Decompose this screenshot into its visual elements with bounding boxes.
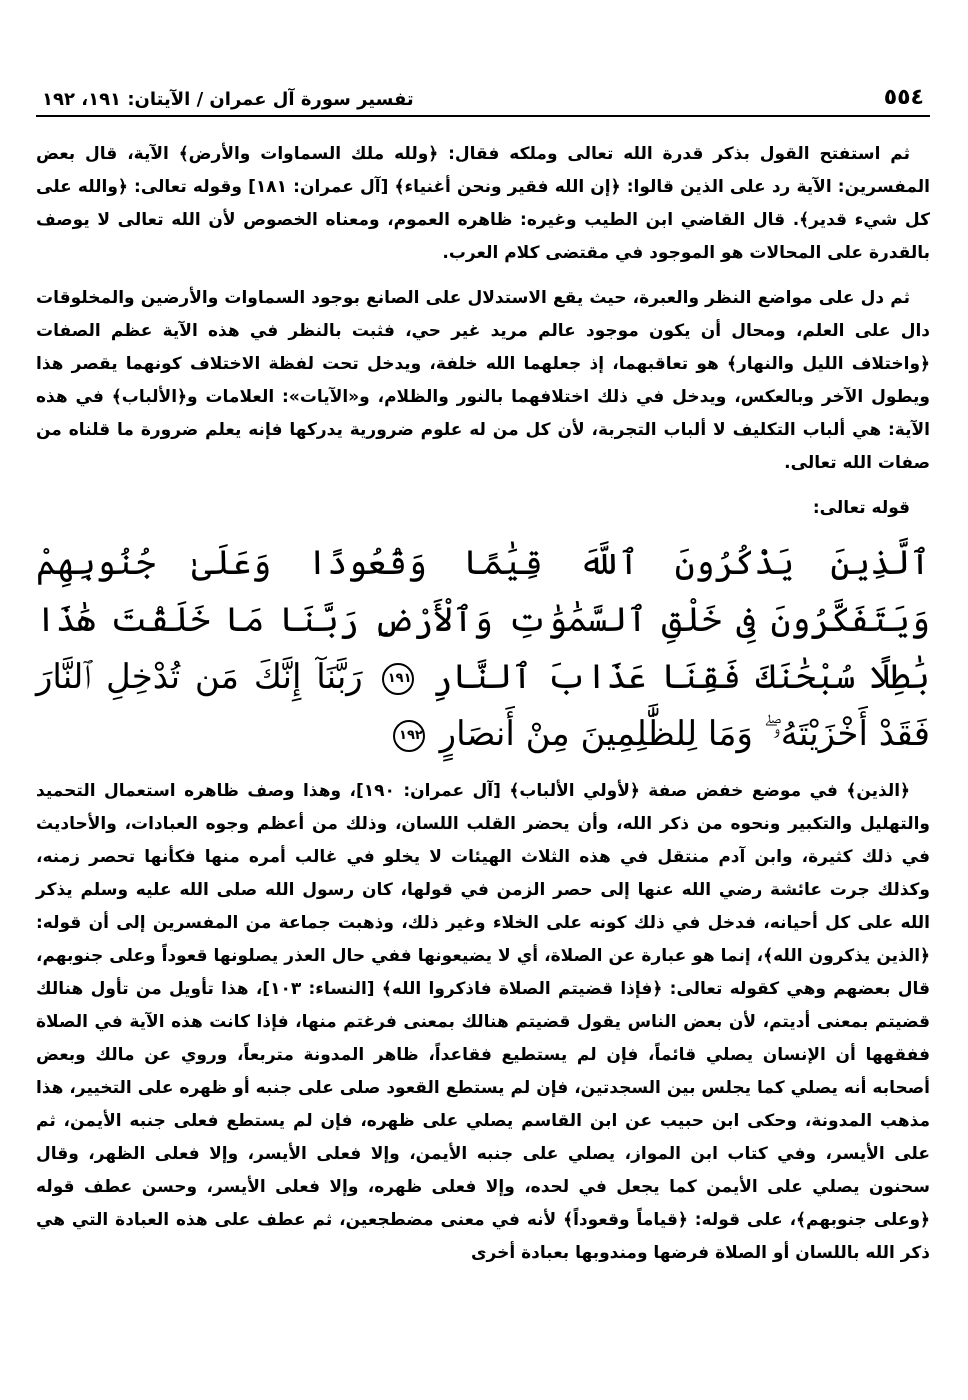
- header-rule: [36, 115, 930, 117]
- verse-lead: قوله تعالى:: [812, 498, 910, 518]
- quran-verse: [36, 535, 930, 763]
- running-title: تفسير سورة آل عمران / الآيتان: ١٩١، ١٩٢: [42, 89, 414, 110]
- page-header: [36, 82, 930, 114]
- ayah-marker-192: ١٩٢: [393, 720, 425, 752]
- page-content: [36, 138, 930, 1270]
- paragraph-2: ثم دل على مواضع النظر والعبرة، حيث يقع الاستدلال على الصانع بوجود السماوات والأرضين والمخلوقات دال على العلم، ومحال أن يكون موجود عالم مريد غير حي، فثبت بالنظر في هذه الآية عظم الصفات ﴿واختلاف الليل والنهار﴾ هو تعاقبهما، إذ جعلهما الله خلفة، ويدخل تحت لفظة الاختلاف كونهما يقصر هذا ويطول الآخر وبالعكس، ويدخل في ذلك اختلافهما بالنور والظلام، و«الآيات»: العلامات و﴿الألباب﴾ في هذه الآية: هي ألباب التكليف لا ألباب التجربة، لأن كل من له علوم ضرورية يدركها فإنه يعلم ضرورة ما قلناه من صفات الله تعالى.: [36, 288, 930, 473]
- verse-text-192: رَبَّنَآ إِنَّكَ مَن تُدْخِلِ ٱلنَّارَ فَقَدْ أَخْزَيْتَهُۥ ۖ وَمَا لِلظَّٰلِمِينَ مِنْ أَنصَارٍ: [36, 657, 930, 754]
- paragraph-3: ﴿الذين﴾ في موضع خفض صفة ﴿لأولي الألباب﴾ [آل عمران: ١٩٠]، وهذا وصف ظاهره استعمال التحميد والتهليل والتكبير ونحوه من ذكر الله، وأن يحضر القلب اللسان، وذلك من أعظم وجوه العبادات، والأحاديث في ذلك كثيرة، وابن آدم منتقل في هذه الثلاث الهيئات لا يخلو في غالب أمره منها فكأنها تحصر زمنه، وكذلك جرت عائشة رضي الله عنها إلى حصر الزمن في قولها، كان رسول الله صلى الله عليه وسلم يذكر الله على كل أحيانه، فدخل في ذلك كونه على الخلاء وغير ذلك، وذهبت جماعة من المفسرين إلى أن قوله: ﴿الذين يذكرون الله﴾، إنما هو عبارة عن الصلاة، أي لا يضيعونها ففي حال العذر يصلونها قعوداً وعلى جنوبهم، قال بعضهم وهي كقوله تعالى: ﴿فإذا قضيتم الصلاة فاذكروا الله﴾ [النساء: ١٠٣]، هذا تأويل من تأول هنالك قضيتم بمعنى أديتم، لأن بعض الناس يقول قضيتم هنالك بمعنى فرغتم منها، فإذا كانت هذه الآية في الصلاة ففقهها أن الإنسان يصلي قائماً، فإن لم يستطيع فقاعداً، ظاهر المدونة متربعاً، وروي عن مالك وبعض أصحابه أنه يصلي كما يجلس بين السجدتين، فإن لم يستطع القعود صلى على جنبه أو ظهره على التخيير، هذا مذهب المدونة، وحكى ابن حبيب عن ابن القاسم يصلي على ظهره، فإن لم يستطع فعلى جنبه الأيمن، ثم على الأيسر، وفي كتاب ابن المواز، يصلي على جنبه الأيمن، وإلا فعلى الأيسر، وإلا فعلى الظهر، وقال سحنون يصلي على الأيمن كما يجعل في لحده، وإلا فعلى ظهره، وإلا فعلى الأيسر، وحسن عطف قوله ﴿وعلى جنوبهم﴾، على قوله: ﴿قياماً وقعوداً﴾ لأنه في معنى مضطجعين، ثم عطف على هذه العبادة التي هي ذكر الله باللسان أو الصلاة فرضها ومندوبها بعبادة أخرى: [36, 781, 930, 1263]
- verse-text-191: ٱلَّذِينَ يَذْكُرُونَ ٱللَّهَ قِيَٰمًا وَقُعُودًا وَعَلَىٰ جُنُوبِهِمْ وَيَتَفَكَّرُونَ فِى خَلْقِ ٱلسَّمَٰوَٰتِ وَٱلْأَرْضِ رَبَّنَا مَا خَلَقْتَ هَٰذَا بَٰطِلًا سُبْحَٰنَكَ فَقِنَا عَذَابَ ٱلنَّارِ: [36, 543, 930, 697]
- paragraph-1: ثم استفتح القول بذكر قدرة الله تعالى وملكه فقال: ﴿ولله ملك السماوات والأرض﴾ الآية، قال بعض المفسرين: الآية رد على الذين قالوا: ﴿إن الله فقير ونحن أغنياء﴾ [آل عمران: ١٨١] وقوله تعالى: ﴿والله على كل شيء قدير﴾. قال القاضي ابن الطيب وغيره: ظاهره العموم، ومعناه الخصوص لأن الله تعالى لا يوصف بالقدرة على المحالات هو الموجود في مقتضى كلام العرب.: [36, 144, 930, 263]
- ayah-marker-191: ١٩١: [382, 663, 414, 695]
- page-number: ٥٥٤: [883, 85, 924, 110]
